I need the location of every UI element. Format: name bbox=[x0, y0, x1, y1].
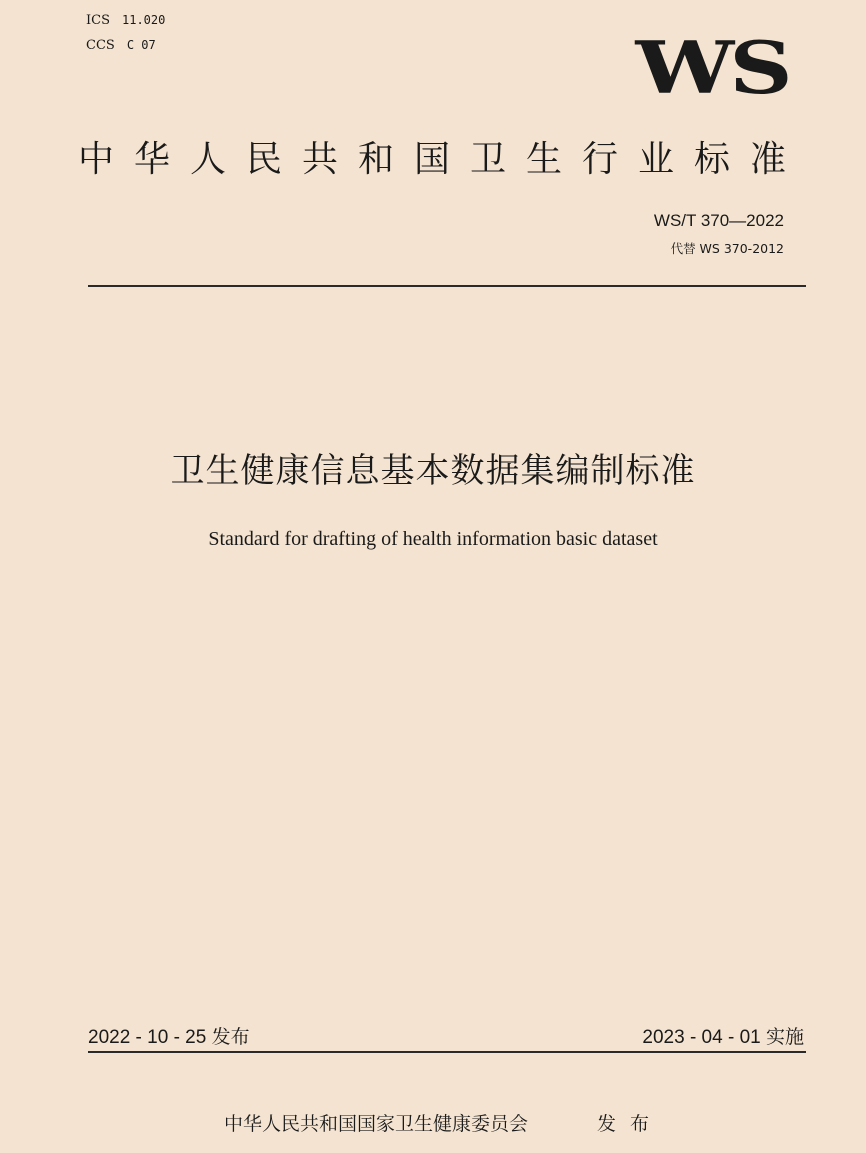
issuer-action: 发布 bbox=[597, 1113, 664, 1135]
ws-logo: WS bbox=[635, 25, 788, 110]
publication-date: 2022 - 10 - 25 发布 bbox=[88, 1027, 250, 1048]
standard-code: WS/T 370—2022 bbox=[653, 211, 784, 230]
implementation-date: 2023 - 04 - 01 实施 bbox=[642, 1027, 804, 1048]
ccs-value: C 07 bbox=[126, 38, 156, 52]
ics-value: 11.020 bbox=[122, 13, 166, 27]
ics-label: ICS bbox=[86, 13, 110, 28]
ccs-label: CCS bbox=[86, 38, 115, 53]
top-divider bbox=[88, 285, 806, 287]
ccs-classification bbox=[86, 37, 156, 54]
document-title-chinese: 卫生健康信息基本数据集编制标准 bbox=[170, 451, 696, 491]
replaces-note: 代替 WS 370-2012 bbox=[670, 241, 784, 256]
standard-category: 中华人民共和国卫生行业标准 bbox=[77, 139, 806, 180]
issuer-name: 中华人民共和国国家卫生健康委员会 bbox=[224, 1113, 529, 1135]
bottom-divider bbox=[88, 1051, 806, 1053]
ics-classification bbox=[86, 12, 165, 29]
document-title-english: Standard for drafting of health information basic dataset bbox=[208, 528, 658, 550]
